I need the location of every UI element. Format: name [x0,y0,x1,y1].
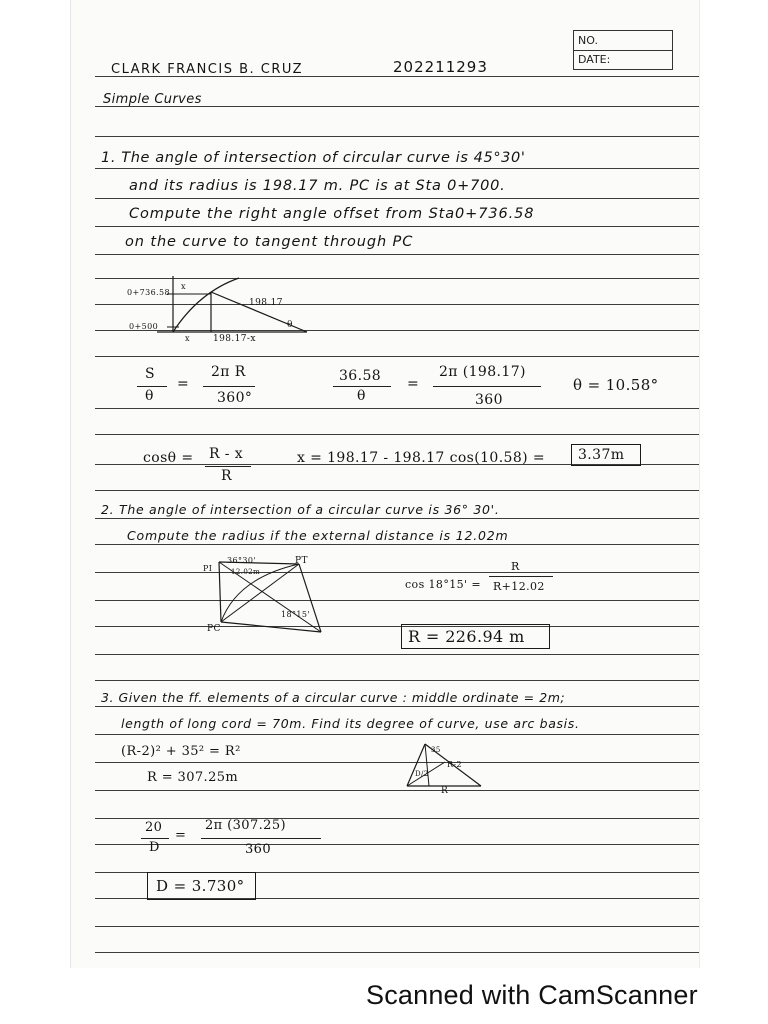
external-label: 12.02m [231,568,261,576]
pi-label: PI [203,564,213,573]
fraction-bar [201,838,321,839]
student-id: 202211293 [393,58,488,76]
x-bottom-label: x [185,334,190,343]
eq1-lhs-den: θ [145,388,154,404]
ruled-line [95,254,699,255]
date-label: DATE: [578,53,611,66]
ruled-line [95,844,699,845]
notebook-page [70,0,700,968]
eq2-rhs-den: 360 [475,392,503,408]
cos-den: R+12.02 [493,580,545,593]
fraction-bar [205,466,251,467]
fraction-bar [137,386,167,387]
x-equation: x = 198.17 - 198.17 cos(10.58) = [297,450,546,466]
ruled-line [95,434,699,435]
external-distance-diagram [199,556,339,640]
theta-result: θ = 10.58° [573,376,659,394]
fraction-bar [489,576,553,577]
student-name: CLARK FRANCIS B. CRUZ [111,62,304,77]
ruled-line [95,408,699,409]
box-divider [574,50,672,51]
equals-sign: = [177,376,190,392]
frac-lhs-den: D [149,840,160,855]
ruled-line [95,818,699,819]
ruled-line [95,952,699,953]
problem1-answer: 3.37m [571,444,641,466]
ruled-line [95,654,699,655]
ruled-line [95,600,699,601]
angle-label: 36°30' [227,556,256,565]
half-angle-label: 18°15' [281,610,310,619]
eq2-rhs-num: 2π (198.17) [439,364,526,380]
problem2-line2: Compute the radius if the external distance is 12.02m [127,528,509,543]
problem2-line1: 2. The angle of intersection of a circular curve is 36° 30'. [101,502,500,517]
cos-num: R - x [209,446,244,462]
ordinate-label: 35 [431,746,441,754]
equals-sign: = [407,376,420,392]
no-label: NO. [578,34,598,47]
problem3-line1: 3. Given the ff. elements of a circular curve : middle ordinate = 2m; [101,690,566,705]
no-date-box [573,30,673,70]
curve-offset-diagram [127,274,337,354]
problem3-eq2: R = 307.25m [147,770,239,785]
radius-label: 198.17 [249,298,283,308]
fraction-bar [333,386,391,387]
cos-num: R [511,560,520,573]
ruled-line [95,136,699,137]
fraction-bar [141,838,169,839]
fraction-bar [433,386,541,387]
angle-d-label: D/2 [415,770,429,778]
problem1-line4: on the curve to tangent through PC [125,234,414,250]
station-top-label: 0+736.58 [127,288,170,297]
problem1-line2: and its radius is 198.17 m. PC is at Sta 0+700. [129,178,506,194]
station-bottom-label: 0+500 [129,322,159,331]
ruled-line [95,706,699,707]
base-label: 198.17-x [213,334,256,344]
theta-label: θ [287,320,293,330]
problem1-line3: Compute the right angle offset from Sta0+736.58 [129,206,535,222]
frac-rhs-den: 360 [245,842,272,857]
ruled-line [95,198,699,199]
middle-ordinate-diagram [391,740,491,796]
ruled-line [95,226,699,227]
r-label: R [441,786,449,796]
ruled-line [95,572,699,573]
frac-rhs-num: 2π (307.25) [205,818,286,833]
problem3-eq1: (R-2)² + 35² = R² [121,744,241,759]
x-top-label: x [181,282,186,291]
frac-lhs-num: 20 [145,820,163,835]
pc-label: PC [207,624,221,634]
ruled-line [95,734,699,735]
ruled-line [95,518,699,519]
ruled-line [95,168,699,169]
ruled-line [95,544,699,545]
camscanner-watermark: Scanned with CamScanner [366,980,698,1010]
ruled-line [95,680,699,681]
cos-den: R [221,468,232,484]
cos-lhs: cosθ = [143,450,194,466]
ruled-line [95,490,699,491]
eq1-lhs-num: S [145,366,155,382]
ruled-line [95,356,699,357]
eq1-rhs-den: 360° [217,390,253,406]
eq2-lhs-num: 36.58 [339,368,382,384]
problem2-answer: R = 226.94 m [401,624,550,649]
problem1-line1: 1. The angle of intersection of circular curve is 45°30' [101,150,526,166]
fraction-bar [203,386,255,387]
pt-label: PT [295,556,308,566]
eq2-lhs-den: θ [357,388,366,404]
topic-title: Simple Curves [103,92,202,107]
problem3-line2: length of long cord = 70m. Find its degree of curve, use arc basis. [121,716,580,731]
ruled-line [95,626,699,627]
problem3-answer: D = 3.730° [147,872,256,900]
ruled-line [95,926,699,927]
cos-half-angle: cos 18°15' = [405,578,481,591]
equals-sign: = [175,828,187,843]
r-minus-label: R-2 [447,760,463,769]
eq1-rhs-num: 2π R [211,364,246,380]
